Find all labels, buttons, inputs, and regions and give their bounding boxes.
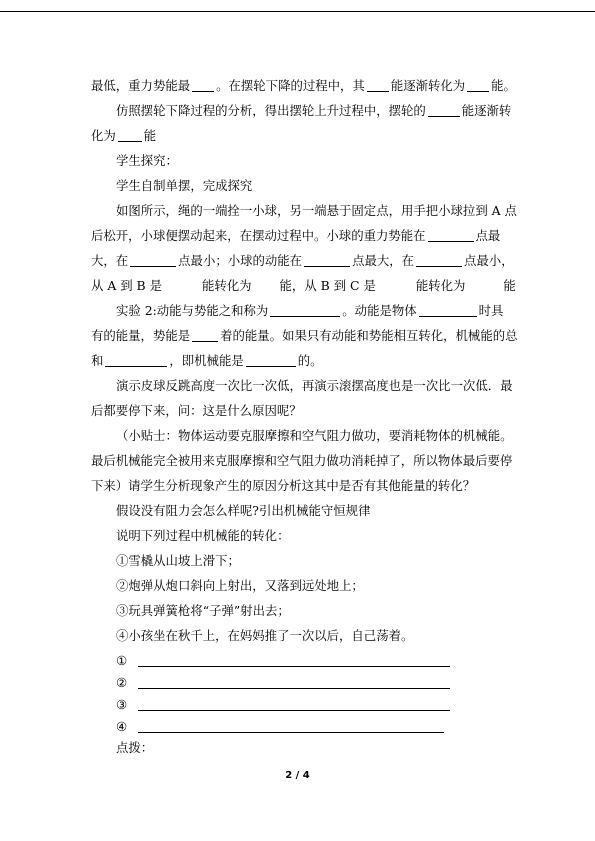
fill-blank[interactable]	[428, 104, 460, 117]
text: 。在摆轮下降的过程中，其	[216, 78, 365, 93]
text: 能。	[491, 78, 516, 93]
text: 能逐渐转	[461, 103, 512, 118]
text: 点最小；小球的动能在	[178, 253, 303, 268]
text: 。动能是物体	[342, 303, 417, 318]
text: 从 A 到 B 是	[91, 278, 162, 293]
answer-line-1	[116, 653, 456, 669]
answer-blank[interactable]	[138, 688, 450, 689]
answer-line-2	[116, 675, 456, 691]
answer-number: ③	[116, 697, 128, 712]
fill-blank[interactable]	[419, 304, 477, 317]
text-line: 如图所示，绳的一端拴一小球，另一端悬于固定点，用手把小球拉到 A 点	[116, 203, 517, 218]
text-line	[116, 303, 536, 319]
list-item: ①雪橇从山坡上滑下；	[116, 553, 240, 568]
fill-blank[interactable]	[105, 354, 167, 367]
text: 实验 2:动能与势能之和称为	[116, 303, 269, 318]
text: 能转化为	[201, 278, 252, 293]
fill-blank[interactable]	[270, 304, 340, 317]
fill-blank[interactable]	[246, 354, 296, 367]
text-line	[91, 328, 518, 344]
fill-blank[interactable]	[192, 329, 218, 342]
fill-blank[interactable]	[428, 229, 474, 242]
fill-blank[interactable]	[130, 254, 176, 267]
header-rule	[0, 11, 595, 12]
text-line	[116, 103, 536, 119]
text-line: 学生探究：	[116, 153, 178, 168]
answer-number: ①	[116, 653, 128, 668]
text: 点最小，	[464, 253, 514, 268]
text: 化为	[91, 128, 116, 143]
list-item: ③玩具弹簧枪将“子弹”射出去；	[116, 603, 290, 618]
text-line: 学生自制单摆，完成探究	[116, 178, 253, 193]
text: 点最大，在	[352, 253, 415, 268]
fill-blank[interactable]	[304, 254, 350, 267]
text-line: 说明下列过程中机械能的转化：	[116, 528, 290, 543]
text: 点最	[475, 228, 501, 243]
answer-line-4	[116, 719, 456, 735]
fill-blank[interactable]	[467, 79, 489, 92]
text: ，即机械能是	[169, 353, 244, 368]
text: 能，从 B 到 C 是	[279, 278, 376, 293]
page-number: 2 / 4	[285, 770, 310, 781]
text: 后松开，小球便摆动起来，在摆动过程中。小球的重力势能在	[91, 228, 426, 243]
text: 能逐渐转化为	[390, 78, 466, 93]
text: 和	[91, 353, 104, 368]
text-line	[91, 128, 511, 144]
answer-number: ②	[116, 675, 128, 690]
fill-blank[interactable]	[367, 79, 389, 92]
text: 能	[143, 128, 157, 143]
fill-blank[interactable]	[416, 254, 462, 267]
text: 着的能量。如果只有动能和势能相互转化，机械能的总	[220, 328, 518, 343]
fill-blank[interactable]	[118, 129, 142, 142]
fill-blank[interactable]	[192, 79, 214, 92]
answer-line-3	[116, 697, 456, 713]
text-line: 演示皮球反跳高度一次比一次低，再演示滚摆高度也是一次比一次低．最	[116, 378, 513, 393]
text: 时具	[478, 303, 504, 318]
text: 能转化为	[415, 278, 466, 293]
list-item: ②炮弹从炮口斜向上射出，又落到远处地上；	[116, 578, 364, 593]
text: 有的能量，势能是	[91, 328, 191, 343]
text: 的。	[297, 353, 323, 368]
text-line	[91, 278, 516, 294]
text-line: 后都要停下来，问：这是什么原因呢？	[91, 403, 302, 418]
text: 仿照摆轮下降过程的分析，得出摆轮上升过程中，摆轮的	[116, 103, 426, 118]
text: 能	[503, 278, 516, 293]
text-line	[91, 253, 514, 269]
list-item: ④小孩坐在秋千上，在妈妈推了一次以后，自己荡着。	[116, 628, 414, 643]
answer-blank[interactable]	[138, 732, 444, 733]
text-line	[91, 78, 516, 94]
text-line: 假设没有阻力会怎么样呢?引出机械能守恒规律	[116, 503, 371, 518]
text-line: 下来）请学生分析现象产生的原因分析这其中是否有其他能量的转化？	[91, 478, 476, 493]
text-line: 点拨：	[116, 740, 154, 755]
text: 最低，重力势能最	[91, 78, 191, 93]
text: 大，在	[91, 253, 129, 268]
answer-blank[interactable]	[138, 666, 450, 667]
text-line	[91, 228, 511, 244]
answer-number: ④	[116, 719, 128, 734]
answer-blank[interactable]	[138, 710, 450, 711]
text-line: （小贴士：物体运动要克服摩擦和空气阻力做功，要消耗物体的机械能。	[116, 428, 513, 443]
text-line: 最后机械能完全被用来克服摩擦和空气阻力做功消耗掉了，所以物体最后要停	[91, 453, 513, 468]
text-line	[91, 353, 511, 369]
